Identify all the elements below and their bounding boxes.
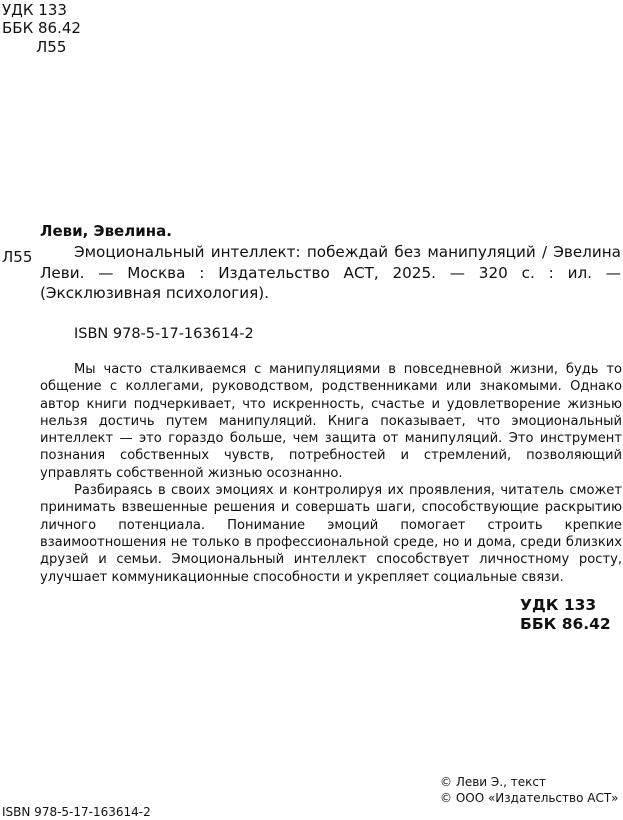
copyright-publisher: © ООО «Издательство АСТ» (440, 791, 619, 805)
annotation-paragraph-2: Разбираясь в своих эмоциях и контролируя их проявления, читатель сможет принимать взвешенные решения и совершать шаги, способствующие раскрытию личного потенциала. Понимание эмоций помогает строить крепкие взаимоотношения не только в профессиональной среде, но и дома, среди близких друзей и семьи. Эмоциональный интеллект способствует личностному росту, улучшает коммуникационные способности и укрепляет социальные связи. (40, 483, 622, 585)
author-mark-top: Л55 (36, 38, 67, 56)
copyright-block (440, 774, 619, 806)
isbn-footer: ISBN 978-5-17-163614-2 (2, 805, 151, 819)
annotation (40, 361, 622, 586)
udk-code-bottom: УДК 133 (520, 596, 597, 614)
annotation-paragraph-1: Мы часто сталкиваемся с манипуляциями в повседневной жизни, будь то общение с коллегами, руководством, родственниками или знакомыми. Однако автор книги подчеркивает, что искренность, счастье и удовлетворение жизнью нельзя достичь путем манипуляций. Книга показывает, что эмоциональный интеллект — это гораздо больше, чем защита от манипуляций. Это инструмент познания собственных чувств, потребностей и стремлений, позволяющий управлять собственной жизнью осознанно. (40, 362, 622, 481)
copyright-author: © Леви Э., текст (440, 775, 546, 789)
udk-code-top: УДК 133 (2, 1, 67, 19)
isbn-main: ISBN 978-5-17-163614-2 (74, 326, 254, 342)
author-heading: Леви, Эвелина. (40, 222, 172, 240)
entry-details-part: с. : ил. — (Эксклюзивная психология). (40, 263, 621, 302)
entry-title-part: Эмоциональный интеллект: побеждай без манипуляций / Эвелина Леви. — Москва : Издательство АСТ, 2025. — 320 (40, 243, 621, 282)
author-mark: Л55 (2, 248, 33, 266)
bibliographic-entry (40, 242, 621, 304)
bbk-code-bottom: ББК 86.42 (520, 615, 611, 633)
bbk-code-top: ББК 86.42 (2, 19, 81, 37)
